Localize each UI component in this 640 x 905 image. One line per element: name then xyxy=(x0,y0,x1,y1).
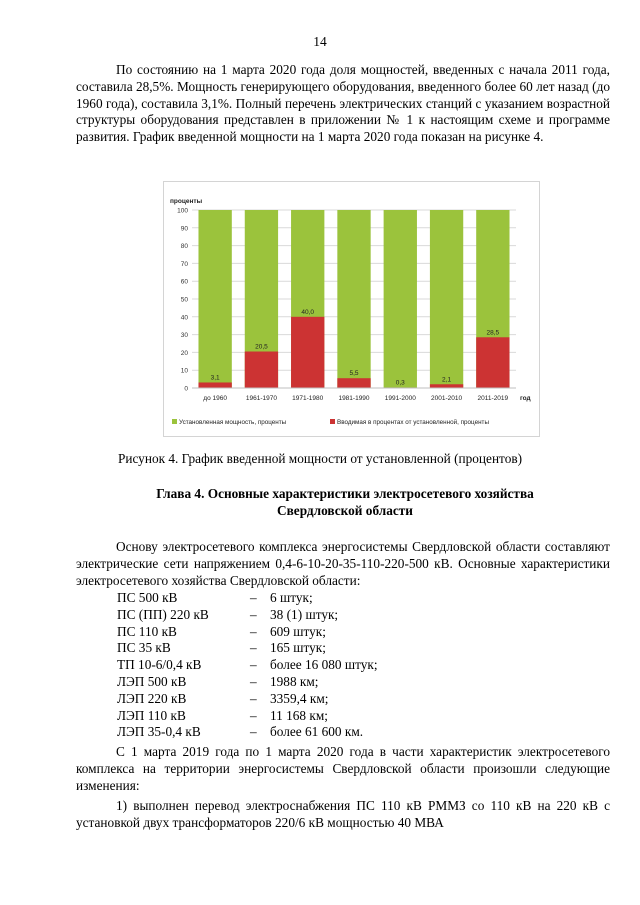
intro-paragraph: По состоянию на 1 марта 2020 года доля мощностей, введенных с начала 2011 года, составила 28,5%. Мощность генерирующего оборудования, введенного более 60 лет назад (до 1960 года), составила 3,1%. Полный перечень электрических станций с указанием возрастной структуры оборудования представлен в приложении № 1 к настоящим схеме и программе развития. График введенной мощности на 1 марта 2020 года показан на рисунке 4. xyxy=(76,62,610,145)
data-label: 40,0 xyxy=(301,308,315,316)
x-tick-label: 1961-1970 xyxy=(245,395,277,402)
spec-name: ЛЭП 220 кВ xyxy=(117,690,187,706)
y-tick-label: 90 xyxy=(180,225,188,233)
x-axis-label: год xyxy=(520,395,531,402)
chart-svg xyxy=(164,182,539,436)
y-tick-label: 30 xyxy=(180,332,188,340)
data-label: 5,5 xyxy=(349,370,359,378)
change-item-1: 1) выполнен перевод электроснабжения ПС 110 кВ РММЗ со 110 кВ на 220 кВ с установкой двух трансформаторов 220/6 кВ мощностью 40 МВА xyxy=(76,798,610,830)
bar-introduced xyxy=(291,317,324,388)
x-tick-label: 2001-2010 xyxy=(431,395,463,402)
data-label: 28,5 xyxy=(486,329,500,337)
spec-value: более 61 600 км. xyxy=(270,724,364,740)
y-tick-label: 70 xyxy=(180,260,188,268)
chapter-intro: Основу электросетевого комплекса энергосистемы Свердловской области составляют электрические сети напряжением 0,4-6-10-20-35-110-220-500 кВ. Основные характеристики электросетевого хозяйства Свердловской области: xyxy=(76,539,610,588)
bar-installed xyxy=(430,210,463,388)
legend-label-installed: Установленная мощность, проценты xyxy=(179,419,287,426)
legend-label-introduced: Вводимая в процентах от установленной, проценты xyxy=(337,419,489,426)
spec-dash: – xyxy=(250,590,257,605)
chapter-title xyxy=(80,485,610,519)
y-tick-label: 60 xyxy=(180,278,188,286)
spec-value: 609 штук; xyxy=(270,623,326,639)
spec-dash: – xyxy=(250,707,257,723)
y-tick-label: 100 xyxy=(177,207,188,215)
y-tick-label: 80 xyxy=(180,243,188,251)
bar-installed xyxy=(198,210,231,388)
bar-introduced xyxy=(198,382,231,388)
spec-name: ЛЭП 500 кВ xyxy=(117,673,187,689)
y-tick-label: 20 xyxy=(180,349,188,357)
legend-swatch-introduced xyxy=(330,419,335,424)
data-label: 0,3 xyxy=(395,379,405,387)
spec-value: 6 штук; xyxy=(270,590,313,605)
spec-name: ТП 10-6/0,4 кВ xyxy=(117,657,202,673)
spec-name: ПС (ПП) 220 кВ xyxy=(117,606,209,622)
page-number: 14 xyxy=(313,34,327,49)
bar-introduced xyxy=(476,337,509,388)
spec-value: 11 168 км; xyxy=(270,707,328,723)
data-label: 20,5 xyxy=(255,343,268,351)
spec-name: ПС 35 кВ xyxy=(117,640,171,656)
spec-value: 3359,4 км; xyxy=(270,690,329,706)
data-label: 2,1 xyxy=(442,376,452,384)
bar-introduced xyxy=(245,352,278,388)
x-tick-label: 1991-2000 xyxy=(384,395,416,402)
spec-dash: – xyxy=(250,673,257,689)
spec-value: более 16 080 штук; xyxy=(270,657,378,673)
changes-intro: С 1 марта 2019 года по 1 марта 2020 года в части характеристик электросетевого комплекса на территории энергосистемы Свердловской области произошли следующие изменения: xyxy=(76,744,610,793)
bar-installed xyxy=(384,210,417,388)
chart-figure xyxy=(163,181,540,437)
bar-installed xyxy=(337,210,370,388)
spec-name: ЛЭП 35-0,4 кВ xyxy=(117,724,201,740)
spec-name: ПС 500 кВ xyxy=(117,590,178,605)
data-label: 3,1 xyxy=(210,374,220,382)
spec-dash: – xyxy=(250,690,257,706)
x-tick-label: 1971-1980 xyxy=(292,395,324,402)
chapter-title-line-1: Глава 4. Основные характеристики электросетевого хозяйства xyxy=(156,486,534,501)
spec-dash: – xyxy=(250,640,257,656)
spec-dash: – xyxy=(250,724,257,740)
figure-caption: Рисунок 4. График введенной мощности от установленной (процентов) xyxy=(117,451,523,466)
bar-introduced xyxy=(337,378,370,388)
spec-dash: – xyxy=(250,606,257,622)
y-axis-label: проценты xyxy=(170,198,203,205)
bar-introduced xyxy=(430,384,463,388)
spec-value: 38 (1) штук; xyxy=(270,606,339,622)
spec-dash: – xyxy=(250,623,257,639)
y-tick-label: 50 xyxy=(180,296,188,304)
x-tick-label: 2011-2019 xyxy=(477,395,509,402)
x-tick-label: 1981-1990 xyxy=(338,395,370,402)
spec-name: ПС 110 кВ xyxy=(117,623,177,639)
y-tick-label: 40 xyxy=(180,314,188,322)
spec-name: ЛЭП 110 кВ xyxy=(117,707,186,723)
chapter-title-line-2: Свердловской области xyxy=(277,503,413,518)
y-tick-label: 10 xyxy=(180,367,188,375)
spec-dash: – xyxy=(250,657,257,673)
spec-value: 165 штук; xyxy=(270,640,326,656)
spec-value: 1988 км; xyxy=(270,673,319,689)
y-tick-label: 0 xyxy=(184,385,188,393)
x-tick-label: до 1960 xyxy=(203,395,227,402)
legend-swatch-installed xyxy=(172,419,177,424)
